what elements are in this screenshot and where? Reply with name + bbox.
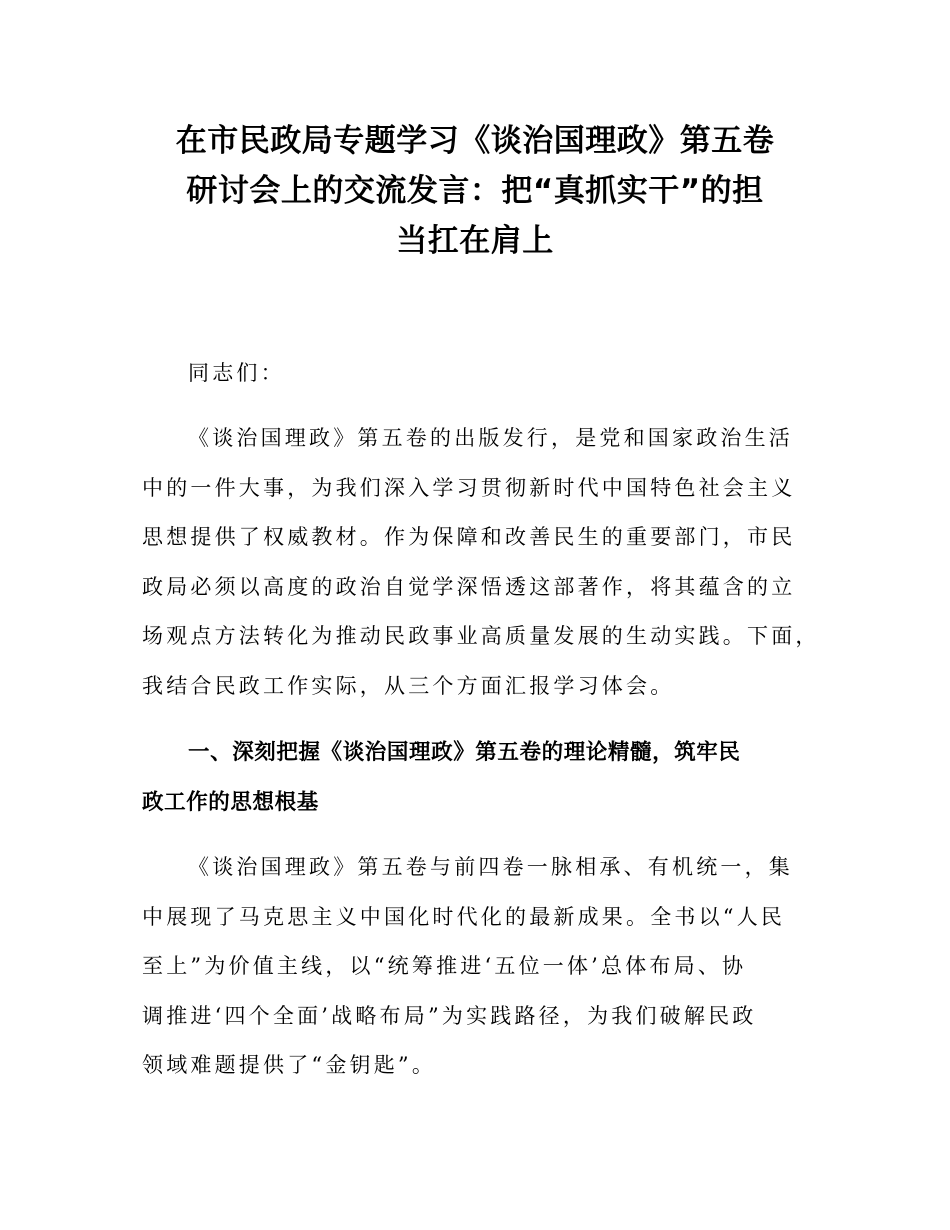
paragraph-1-line-1: 《谈治国理政》第五卷的出版发行，是党和国家政治生活 [188, 426, 793, 450]
section-heading-1-line-2: 政工作的思想根基 [142, 789, 319, 815]
document-title [140, 116, 810, 266]
paragraph-2-line-4: 调推进‘四个全面’战略布局”为实践路径，为我们破解民政 [142, 1003, 757, 1028]
paragraph-1-line-4: 政局必须以高度的政治自觉学深悟透这部著作，将其蕴含的立 [142, 574, 796, 599]
paragraph-2-line-2: 中展现了马克思主义中国化时代化的最新成果。全书以“人民 [142, 904, 786, 929]
paragraph-1-line-6: 我结合民政工作实际，从三个方面汇报学习体会。 [142, 673, 675, 698]
title-line-3: 当扛在肩上 [396, 223, 554, 259]
paragraph-2-line-3: 至上”为价值主线，以“统筹推进‘五位一体’总体布局、协 [142, 954, 747, 978]
paragraph-1-line-3: 思想提供了权威教材。作为保障和改善民生的重要部门，市民 [142, 525, 796, 549]
salutation: 同志们： [188, 361, 285, 385]
paragraph-2-line-5: 领域难题提供了“金钥匙”。 [142, 1053, 437, 1077]
section-heading-1 [142, 728, 822, 827]
title-line-1: 在市民政局专题学习《谈治国理政》第五卷 [175, 123, 775, 159]
paragraph-2-line-1: 《谈治国理政》第五卷与前四卷一脉相承、有机统一，集 [188, 855, 793, 879]
paragraph-1 [142, 414, 822, 711]
section-heading-1-line-1: 一、深刻把握《谈治国理政》第五卷的理论精髓，筑牢民 [188, 740, 741, 765]
paragraph-1-line-2: 中的一件大事，为我们深入学习贯彻新时代中国特色社会主义 [142, 475, 796, 500]
paragraph-2 [142, 843, 822, 1091]
paragraph-1-line-5: 场观点方法转化为推动民政事业高质量发展的生动实践。下面， [142, 624, 820, 648]
title-line-2: 研讨会上的交流发言：把“真抓实干”的担 [186, 173, 764, 209]
